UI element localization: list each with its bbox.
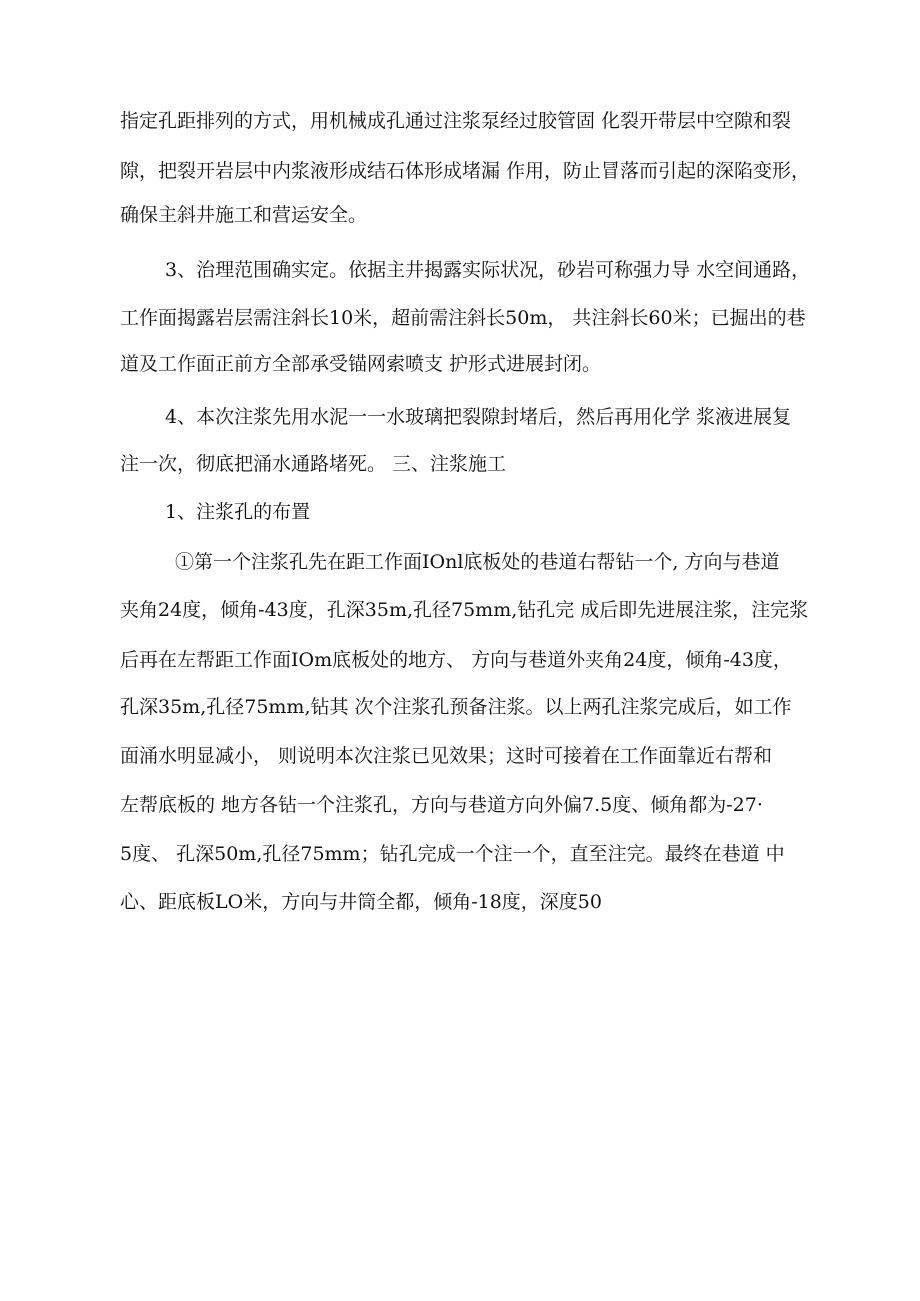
text-line: 后再在左帮距工作面IOm底板处的地方、 方向与巷道外夹角24度，倾角-43度，: [120, 649, 792, 671]
text-line: 隙，把裂开岩层中内浆液形成结石体形成堵漏 作用，防止冒落而引起的深陷变形，: [120, 160, 811, 182]
text-line: 3、治理范围确实定。依据主井揭露实际状况，砂岩可称强力导 水空间通路，: [165, 259, 811, 281]
text-line: 孔深35m,孔径75mm,钻其 次个注浆孔预备注浆。以上两孔注浆完成后，如工作: [120, 696, 792, 718]
text-line: 心、距底板LO米，方向与井筒全都，倾角-18度，深度50: [120, 891, 602, 913]
text-line: 道及工作面正前方全部承受锚网索喷支 护形式进展封闭。: [120, 353, 602, 375]
text-line: 指定孔距排列的方式，用机械成孔通过注浆泵经过胶管固 化裂开带层中空隙和裂: [120, 110, 792, 132]
text-line: 工作面揭露岩层需注斜长10米，超前需注斜长50m， 共注斜长60米；已掘出的巷: [120, 307, 806, 329]
text-line: 夹角24度，倾角-43度，孔深35m,孔径75mm,钻孔完 成后即先进展注浆，注完浆: [120, 599, 809, 621]
text-line: 5度、 孔深50m,孔径75mm；钻孔完成一个注一个，直至注完。最终在巷道 中: [120, 843, 785, 865]
section-heading: 1、注浆孔的布置: [165, 501, 311, 523]
text-line: 面涌水明显减小， 则说明本次注浆已见效果；这时可接着在工作面靠近右帮和: [120, 745, 773, 767]
text-line: 注一次，彻底把涌水通路堵死。 三、注浆施工: [120, 453, 507, 475]
text-line: ①第一个注浆孔先在距工作面IOnl底板处的巷道右帮钻一个, 方向与巷道: [175, 551, 780, 573]
text-line: 确保主斜井施工和营运安全。: [120, 204, 368, 226]
text-line: 4、本次注浆先用水泥一一水玻璃把裂隙封堵后，然后再用化学 浆液进展复: [165, 406, 792, 428]
text-line: 左帮底板的 地方各钻一个注浆孔，方向与巷道方向外偏7.5度、倾角都为-27·: [120, 794, 763, 816]
